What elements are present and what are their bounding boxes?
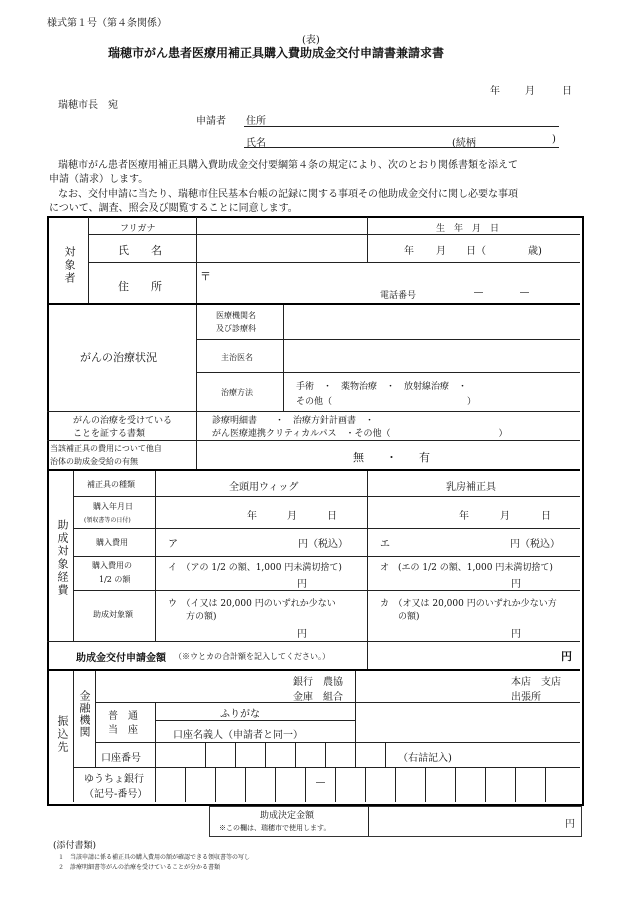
doctor-label: 主治医名 [221,353,253,362]
target-u-2: 方の額) [186,612,217,622]
subsidy-label-2: 治体の助成金受給の有無 [50,457,138,466]
intro-line3: なお、交付申請に当たり、瑞穂市住民基本台帳の記録に関する事項その他助成金交付に関し必要な事項 [58,189,518,200]
decision-note: ※この欄は、瑞穂市で使用します。 [219,824,331,832]
target-ka-2: の額) [398,612,420,622]
address-label: 住所 [246,116,266,127]
address-field[interactable] [244,126,559,127]
method-options: 手術 ・ 薬物治療 ・ 放射線治療 ・ [296,382,468,392]
intro-line1: 瑞穂市がん患者医療用補正具購入費助成金交付要綱第４条の規定により、次のとおり関係書類を添えて [58,160,518,171]
furigana-label: フリガナ [120,224,156,234]
target-label: 助成対象額 [93,610,133,619]
relation-label: (続柄 [452,138,476,149]
addressee: 瑞穂市長 宛 [58,100,118,111]
proof-options-2: がん医療連携クリティカルパス ・その他（ ） [212,429,508,439]
half-o: オ (エの 1/2 の額、1,000 円未満切捨て) [380,563,553,573]
method-other: その他（ ） [296,397,477,407]
target-u-1: ウ （イ又は 20,000 円のいずれか少ない [168,599,336,609]
wig-date-year: 年 [247,511,257,522]
intro-line4: について、調査、照会及び閲覧することに同意します。 [49,203,298,214]
date-day: 日 [562,86,572,97]
branch-type-2[interactable]: 出張所 [511,692,541,703]
request-amount-yen: 円 [561,650,572,663]
date-month: 月 [525,86,535,97]
right-fill-note: （右詰記入) [398,753,452,764]
attachment-item-1: １ 当該申請に係る補正具の購入費用の額が確認できる領収書等の写し [58,854,251,861]
subject-name-label: 氏 名 [118,244,162,257]
attachment-item-2: ２ 診療明細書等がんの治療を受けていることが分かる書類 [58,864,221,871]
proof-label-1: がんの治療を受けている [73,416,173,426]
account-number-label: 口座番号 [101,753,141,764]
omote-label: (表) [302,35,320,46]
proof-options-1: 診療明細書 ・ 治療方針計画書 ・ [212,416,375,426]
cost-e: エ [380,539,390,550]
subsidy-value[interactable]: 無 ・ 有 [353,451,430,464]
financial-institution-label: 金融機関 [78,690,91,738]
branch-type-1[interactable]: 本店 支店 [511,677,561,688]
holder-furigana-label: ふりがな [220,709,260,720]
cost-label: 購入費用 [96,538,128,547]
institution-label-1: 医療機関名 [216,311,256,320]
kind-wig: 全頭用ウィッグ [229,482,299,493]
birth-header: 生 年 月 日 [436,224,500,234]
date-year: 年 [490,86,500,97]
birth-age: 歳) [528,246,542,257]
proof-label-2: ことを証する書類 [73,429,146,439]
phone-sep-2: ― [520,288,529,298]
half-i: イ （アの 1/2 の額、1,000 円未満切捨て) [168,563,342,573]
postal-mark: 〒 [200,270,211,283]
treatment-label: がんの治療状況 [80,351,157,364]
wig-date-month: 月 [287,511,297,522]
half-i-yen: 円 [297,579,307,590]
institution-label-2: 及び診療科 [216,324,256,333]
intro-line2: 申請（請求）します。 [49,174,149,185]
kind-label: 補正具の種類 [87,480,135,489]
target-ka-yen: 円 [511,629,521,640]
account-type-futsu[interactable]: 普 通 [108,711,138,722]
holder-label: 口座名義人（申請者と同一） [173,730,303,741]
account-type-toza[interactable]: 当 座 [108,725,138,736]
name-field[interactable] [244,147,559,148]
purchase-date-note: (領収書等の日付) [84,517,131,524]
bank-type-1[interactable]: 銀行 農協 [293,677,343,688]
breast-date-day: 日 [541,511,551,522]
yucho-label-2: （記号-番号） [84,789,148,800]
page-title: 瑞穂市がん患者医療用補正具購入費助成金交付申請書兼請求書 [108,46,445,60]
attachments-title: (添付書類) [53,841,97,851]
transfer-label: 振込先 [56,715,69,754]
breast-date-month: 月 [500,511,510,522]
request-amount-label: 助成金交付申請金額 [76,653,166,664]
purchase-date-label: 購入年月日 [93,502,133,511]
decision-label: 助成決定金額 [260,811,315,821]
yucho-label-1: ゆうちょ銀行 [84,774,144,785]
breast-date-year: 年 [459,511,469,522]
subject-address-label: 住 所 [118,280,162,293]
form-number: 様式第１号（第４条関係） [47,18,167,29]
birth-day: 日（ [466,246,486,257]
half-label-1: 購入費用の [92,561,132,570]
birth-month: 月 [436,246,446,257]
phone-sep-1: ― [474,288,483,298]
birth-year: 年 [404,246,414,257]
target-ka-1: カ （オ又は 20,000 円のいずれか少ない方 [380,599,557,609]
phone-label: 電話番号 [380,291,417,301]
wig-date-day: 日 [327,511,337,522]
subsidy-label-1: 当該補正具の費用について他自 [50,444,162,453]
relation-close: ) [552,134,556,145]
half-label-2: 1/2 の額 [99,575,131,584]
name-label: 氏名 [246,138,266,149]
cost-a: ア [168,539,178,550]
decision-yen: 円 [565,819,575,830]
cost-a-yen: 円（税込） [298,539,348,550]
request-amount-note: （※ウとカの合計額を記入してください。） [174,652,330,661]
half-o-yen: 円 [511,579,521,590]
bank-type-2[interactable]: 金庫 組合 [293,692,343,703]
subject-label: 対象者 [63,246,76,285]
yucho-dash: ― [316,778,325,788]
expense-label: 助成対象経費 [56,519,69,597]
target-u-yen: 円 [297,629,307,640]
kind-breast: 乳房補正具 [446,482,496,493]
applicant-label: 申請者 [196,116,226,127]
method-label: 治療方法 [221,388,253,397]
cost-e-yen: 円（税込） [510,539,560,550]
